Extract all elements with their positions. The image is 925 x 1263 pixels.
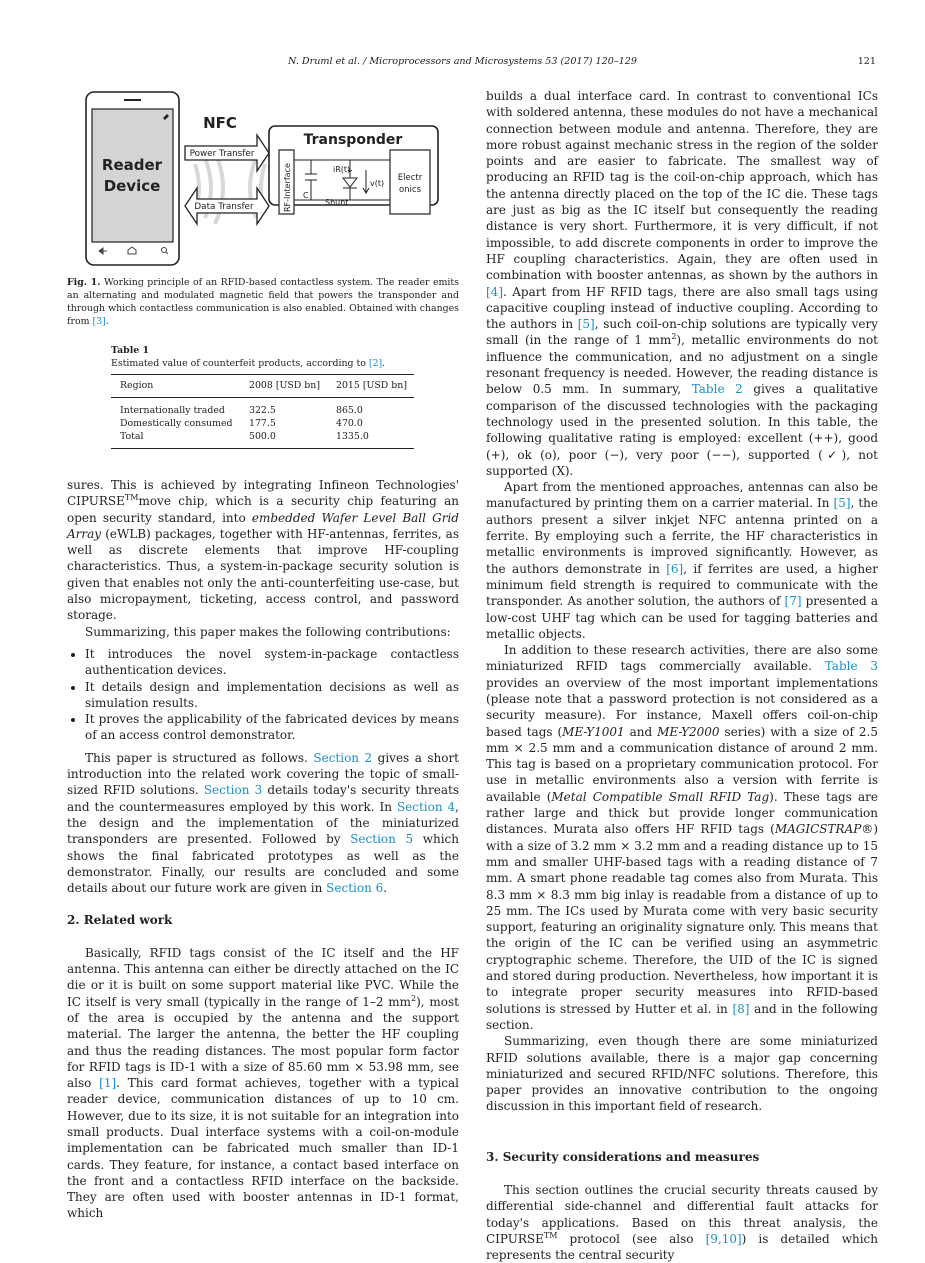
- figure-1: [67, 88, 459, 266]
- transponder-title: Transponder: [303, 132, 403, 148]
- nfc-label: NFC: [203, 114, 237, 132]
- voltage-label: v(t): [370, 179, 385, 188]
- text: (eWLB) packages, together with HF-antennas, ferrites, as well as discrete elements that improve HF-coupling characteristics. Thus, a system-in-package security solution is given that enables not only the anti-counterfeiting use-case, but also micropayment, ticketing, access control, and password storage.: [67, 526, 459, 623]
- ref-9-10-link[interactable]: [9,10]: [705, 1231, 742, 1246]
- counterfeit-table: [111, 374, 414, 449]
- text: , the authors present a silver inkjet NFC antenna printed on a ferrite. By employing such a ferrite, the HF characteristics in metallic environments is improved significantly. However, as the authors demonstrate in: [486, 496, 878, 576]
- cell: Total: [120, 431, 144, 442]
- text: details today's security threats and the countermeasures employed by this work. In: [67, 783, 459, 814]
- table-1-label: Table 1: [111, 345, 150, 356]
- ref-3-link[interactable]: [3]: [92, 316, 106, 327]
- text: ) is detailed which represents the central security: [486, 1231, 878, 1263]
- list-item: • It proves the applicability of the fabricated devices by means of an access control demonstrator.: [85, 711, 459, 744]
- ref-4-link[interactable]: [4]: [486, 284, 503, 299]
- left-column: [67, 88, 459, 1222]
- text: , such coil-on-chip solutions are typically very small (in the range of 1 mm: [486, 317, 879, 348]
- text: ), metallic environments do not influence the communication, and no adjustment on a single resonant frequency is needed. However, the reading distance is below 0.5 mm. In summary,: [486, 333, 878, 397]
- text: , the design and the implementation of the miniaturized transponders are presented. Followed by: [67, 799, 459, 847]
- ref-7-link[interactable]: [7]: [784, 594, 802, 609]
- reader-label-1: Reader: [101, 156, 163, 174]
- paragraph-intro: [67, 477, 459, 624]
- table-1-caption: [111, 357, 414, 370]
- section-heading-related-work: 2. Related work: [67, 913, 173, 928]
- shunt-label: Shunt: [325, 198, 349, 207]
- superscript: 2: [671, 332, 677, 342]
- table-1-caption-end: .: [382, 358, 386, 369]
- reader-label-2: Device: [103, 177, 161, 195]
- section-3-link[interactable]: Section 3: [203, 783, 263, 798]
- cell: Internationally traded: [120, 405, 225, 416]
- list-item: • It introduces the novel system-in-package contactless authentication devices.: [85, 646, 459, 679]
- text: .: [383, 881, 388, 896]
- cell: 1335.0: [335, 431, 369, 442]
- text-italic: MAGICSTRAP®: [774, 822, 874, 837]
- cell: 500.0: [248, 431, 276, 442]
- table-header-row: [111, 375, 414, 398]
- text: builds a dual interface card. In contrast to conventional ICs with soldered antenna, these modules do not have a mechanical connection between module and antenna. Therefore, they are more robust against mechanic stress in the region of the solder points and are easier to fabricate. The smallest way of producing an RFID tag is the coil-on-chip approach, which has the antenna directly placed on the top of the IC die. These tags are just as big as the IC itself but consequently the reading distance is very short. Furthermore, it is very difficult, if not impossible, to add discrete components in order to improve the HF coupling characteristics. Again, they are often used in combination with booster antennas, as shown by the authors in: [486, 89, 878, 283]
- paragraph-commercial-tags: [486, 642, 878, 1033]
- ref-5b-link[interactable]: [5]: [833, 496, 851, 511]
- col-header-2008: 2008 [USD bn]: [248, 380, 320, 391]
- text: move chip, which is a security chip featuring an open security standard, into: [67, 494, 459, 525]
- ref-6-link[interactable]: [6]: [666, 561, 684, 576]
- reader-device-icon: [86, 92, 179, 265]
- ref-1-link[interactable]: [1]: [99, 1076, 117, 1091]
- text: sures. This is achieved by integrating Infineon Technologies' CIPURSE: [67, 478, 459, 509]
- text: Apart from the mentioned approaches, antennas can also be manufactured by printing them on a carrier material. In: [486, 480, 878, 511]
- text: , if ferrites are used, a higher minimum field strength is required to communicate with the transponder. As another solution, the authors of: [486, 561, 878, 609]
- caption-end: .: [105, 316, 109, 327]
- paragraph-related-work: [67, 945, 459, 1222]
- section-4-link[interactable]: Section 4: [396, 799, 456, 814]
- section-6-link[interactable]: Section 6: [326, 881, 384, 896]
- text: This section outlines the crucial security threats caused by differential side-channel and differential fault attacks for today's applications. Based on this threat analysis, the CIPURSE: [486, 1183, 878, 1246]
- right-column: [486, 88, 878, 1263]
- current-label: iR(t): [333, 165, 351, 174]
- text: presented a low-cost UHF tag which can be used for tagging batteries and metallic objects.: [486, 594, 878, 641]
- text: . Apart from HF RFID tags, there are also small tags using capacitive coupling instead of inductive coupling. According to the authors in: [486, 284, 878, 332]
- cell: 865.0: [335, 405, 363, 416]
- left-body: [67, 477, 459, 1222]
- paragraph-contributions: Summarizing, this paper makes the following contributions:: [85, 624, 451, 639]
- figure-1-label: Fig. 1.: [67, 277, 101, 288]
- page-number: 121: [857, 56, 876, 67]
- cell: Domestically consumed: [120, 418, 233, 429]
- text-italic: embedded Wafer Level Ball Grid Array: [67, 510, 459, 541]
- text: In addition to these research activities, there are also some miniaturized RFID tags commercially available.: [486, 643, 878, 674]
- electronics-label-1: Electr: [397, 173, 423, 183]
- trademark: TM: [124, 493, 139, 503]
- table-2-link[interactable]: Table 2: [691, 382, 743, 397]
- text: gives a qualitative comparison of the discussed technologies with the packaging technology used in the presented solution. In this table, the following qualitative rating is employed: excellent (++), good (+), ok (o), poor (−), very poor (−−), supported (✓), not supported (X).: [486, 382, 879, 478]
- trademark: TM: [543, 1230, 558, 1240]
- running-header: [0, 56, 925, 72]
- contributions-list: [67, 646, 459, 744]
- table-3-link[interactable]: Table 3: [824, 659, 879, 674]
- cell: 177.5: [248, 418, 276, 429]
- text: . This card format achieves, together with a typical reader device, communication distances of up to 10 cm. However, due to its size, it is not suitable for an integration into small products. Dual interface systems with a coil-on-module implementation can be fabricated much smaller than ID-1 cards. They feature, for instance, a contact based interface on the front and a contactless RFID interface on the backside. They are often used with booster antennas in ID-1 format, which: [67, 1076, 459, 1221]
- paragraph-structure: [67, 750, 459, 897]
- cell: 322.5: [248, 405, 276, 416]
- section-5-link[interactable]: Section 5: [350, 832, 414, 847]
- text: protocol (see also: [557, 1231, 706, 1246]
- table-1-caption-text: Estimated value of counterfeit products, according to: [111, 358, 369, 369]
- transponder-box: [269, 126, 438, 214]
- table-row: [111, 398, 414, 418]
- paragraph-security: [486, 1182, 878, 1263]
- col-header-region: Region: [120, 380, 154, 391]
- text: Basically, RFID tags consist of the IC itself and the HF antenna. This antenna can either be directly attached on the IC die or it is built on some support material like PVC. While the IC itself is very small (typically in the range of 1–2 mm: [67, 945, 459, 1009]
- table-row: [111, 430, 414, 449]
- paragraph-coil: [486, 88, 878, 479]
- ref-8-link[interactable]: [8]: [732, 1001, 750, 1016]
- section-2-link[interactable]: Section 2: [313, 750, 373, 765]
- rf-interface-label: RF-Interface: [283, 163, 292, 212]
- text: series) with a size of 2.5 mm × 2.5 mm and a communication distance of around 2 mm. This tag is based on a proprietary communication protocol. For use in metallic environments also a version with ferrite is available (: [486, 724, 878, 804]
- superscript: 2: [411, 993, 417, 1003]
- text-italic: ME-Y2000: [657, 724, 720, 739]
- text: provides an overview of the most important implementations (please note that a password protection is not considered as a security measure). For instance, Maxell offers coil-on-chip based tags (: [486, 675, 878, 739]
- table-row: [111, 417, 414, 430]
- text: and: [624, 724, 658, 739]
- rfid-diagram: [67, 88, 459, 266]
- text: which shows the final fabricated prototypes as well as the demonstrator. Finally, our results are concluded and some details about our future work are given in: [67, 832, 460, 896]
- power-transfer-label: Power Transfer: [189, 149, 255, 159]
- data-transfer-label: Data Transfer: [194, 202, 254, 212]
- section-heading-security: 3. Security considerations and measures: [486, 1149, 760, 1164]
- text-italic: Metal Compatible Small RFID Tag: [551, 789, 770, 804]
- ref-5-link[interactable]: [5]: [577, 317, 595, 332]
- capacitor-label: C: [303, 191, 309, 200]
- table-1: [111, 344, 414, 449]
- figure-1-caption: [67, 276, 459, 328]
- text: ) with a size of 3.2 mm × 3.2 mm and a reading distance up to 15 mm and smaller UHF-based tags with a reading distance of 7 mm. A smart phone readable tag comes also from Murata. This 8.3 mm × 8.3 mm big inlay is readable from a distance of up to 25 mm. The ICs used by Murata come with very basic security support, featuring an originality signature only. This means that the origin of the IC can be verified using an asymmetric cryptographic scheme. Therefore, the UID of the IC is signed and stored during production. Nevertheless, how important it is to integrate proper security measures into RFID-based solutions is stressed by Hutter et al. in: [486, 822, 878, 1016]
- text: ), most of the area is occupied by the antenna and the support material. The larger the antenna, the better the HF coupling and thus the reading distances. The most popular form factor for RFID tags is ID-1 with a size of 85.60 mm × 53.98 mm, see also: [67, 994, 459, 1091]
- paragraph-printed-antennas: [486, 479, 878, 642]
- running-title: N. Druml et al. / Microprocessors and Microsystems 53 (2017) 120–129: [288, 56, 637, 67]
- data-transfer-arrow: [185, 188, 269, 224]
- text: ). These tags are rather large and thick but provide longer communication distances. Murata also offers HF RFID tags (: [486, 789, 878, 837]
- figure-1-caption-text: Working principle of an RFID-based contactless system. The reader emits an alternating and modulated magnetic field that powers the transponder and through which contactless communication is also enabled. Obtained with changes from: [67, 277, 459, 327]
- list-item: • It details design and implementation decisions as well as simulation results.: [85, 679, 459, 712]
- text-italic: ME-Y1001: [562, 724, 625, 739]
- electronics-label-2: onics: [398, 185, 422, 195]
- ref-2-link[interactable]: [2]: [368, 358, 383, 369]
- col-header-2015: 2015 [USD bn]: [335, 380, 407, 391]
- text: and in the following section.: [486, 1001, 878, 1032]
- text: This paper is structured as follows.: [85, 750, 314, 765]
- paragraph-summary: Summarizing, even though there are some miniaturized RFID solutions available, there is a major gap concerning miniaturized and secured RFID/NFC solutions. Therefore, this paper provides an innovative contribution to the ongoing discussion in this important field of research.: [486, 1034, 878, 1114]
- text: gives a short introduction into the related work covering the topic of small-sized RFID solutions.: [67, 750, 460, 798]
- cell: 470.0: [335, 418, 363, 429]
